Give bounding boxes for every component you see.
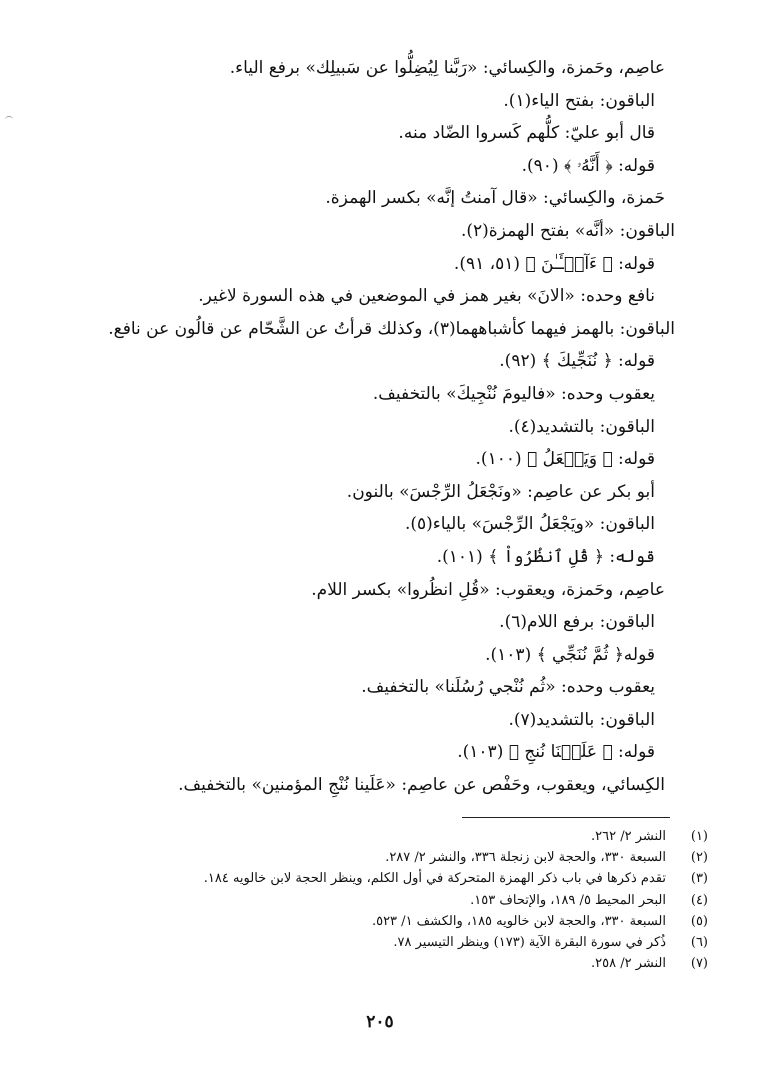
text-line-14: أبو بكر عن عاصِم: «ونَجْعَلُ الرِّجْسَ» بالنون. [346,481,655,502]
footnote-2 [150,847,708,868]
footnote-7 [150,953,708,974]
text-line-3: قال أبو عليّ: كلُّهم كَسروا الضّاد منه. [398,123,655,144]
footnote-text: ذُكر في سورة البقرة الآية (١٧٣) وينظر التيسير ٧٨. [393,934,666,950]
footnote-text: السبعة ٣٣٠، والحجة لابن خالويه ١٨٥، والكشف ١/ ٥٢٣. [371,913,666,929]
text-line-5: حَمزة، والكِسائي: «قال آمنتُ إنَّه» بكسر الهمزة. [325,188,665,209]
footnote-4 [150,890,708,911]
text-line-18: الباقون: برفع اللام(٦). [499,612,655,633]
text-line-6: الباقون: «أنَّه» بفتح الهمزة(٢). [460,220,675,241]
text-line-17: عاصِم، وحَمزة، ويعقوب: «قُلِ انظُروا» بكسر اللام. [311,579,665,600]
text-line-12: الباقون: بالتشديد(٤). [508,416,655,437]
footnote-divider [462,817,670,818]
footnote-1 [150,826,708,847]
text-line-22: قوله: ﴿ عَلَيۡنَا نُنجِ ﴾ (١٠٣). [457,742,655,763]
footnote-text: النشر ٢/ ٢٥٨. [591,956,666,972]
footnote-3 [150,868,708,889]
text-line-21: الباقون: بالتشديد(٧). [508,709,655,730]
text-line-9: الباقون: بالهمز فيهما كأشباههما(٣)، وكذلك قرأتُ عن الشَّحّام عن قالُون عن نافع. [108,318,675,339]
text-line-11: يعقوب وحده: «فاليومَ نُنْجِيكَ» بالتخفيف. [372,383,655,404]
text-line-8: نافع وحده: «الانَ» بغير همز في الموضعين في هذه السورة لاغير. [198,286,655,307]
text-line-4: قوله: ﴿ أَنَّهُۥ ﴾ (٩٠). [521,155,655,176]
main-text [108,52,675,802]
footnote-text: السبعة ٣٣٠، والحجة لابن زنجلة ٣٣٦، والنشر ٢/ ٢٨٧. [385,850,666,866]
text-line-23: الكِسائي، ويعقوب، وحَفْص عن عاصِم: «عَلَينا نُنْجِ المؤمنين» بالتخفيف. [178,775,665,796]
footnote-number: (٦) [690,934,708,950]
text-line-15: الباقون: «ويَجْعَلُ الرِّجْسَ» بالياء(٥). [404,514,655,535]
page-number: ٢٠٥ [366,1012,394,1032]
text-line-7: قوله: ﴿ ءَآلۡـَٔـٰنَ ﴾ (٥١، ٩١). [453,253,655,274]
footnote-number: (٥) [690,913,708,929]
text-line-13: قوله: ﴿ وَيَجۡعَلُ ﴾ (١٠٠). [475,449,655,470]
footnote-number: (٧) [690,956,708,972]
text-line-2: الباقون: بفتح الياء(١). [503,90,655,111]
footnote-number: (٢) [690,850,708,866]
text-line-1: عاصِم، وحَمزة، والكِسائي: «رَبَّنا لِيُضِلُّوا عن سَبيلِك» برفع الياء. [229,58,665,78]
text-line-20: يعقوب وحده: «ثُم نُنْجي رُسُلَنا» بالتخفيف. [361,677,655,698]
text-line-16: قوله: ﴿ قُلِ ٱنظُرُواْ ﴾ (١٠١). [436,546,655,567]
text-line-10: قوله: ﴿ نُنَجِّيكَ ﴾ (٩٢). [499,351,655,372]
footnote-number: (١) [690,829,708,844]
text-line-19: قوله﴿ ثُمَّ نُنَجِّي ﴾ (١٠٣). [485,644,655,665]
footnotes [150,826,708,974]
footnote-6 [150,932,708,953]
footnote-text: تقدم ذكرها في باب ذكر الهمزة المتحركة في أول الكلم، وينظر الحجة لابن خالويه ١٨٤. [203,871,666,887]
footnote-number: (٤) [690,892,708,908]
footnote-5 [150,911,708,932]
footnote-text: البحر المحيط ٥/ ١٨٩، والإتحاف ١٥٣. [470,892,666,908]
scan-edge-mark [5,116,13,123]
footnote-number: (٣) [690,871,708,887]
footnote-text: النشر ٢/ ٢٦٢. [591,829,666,844]
